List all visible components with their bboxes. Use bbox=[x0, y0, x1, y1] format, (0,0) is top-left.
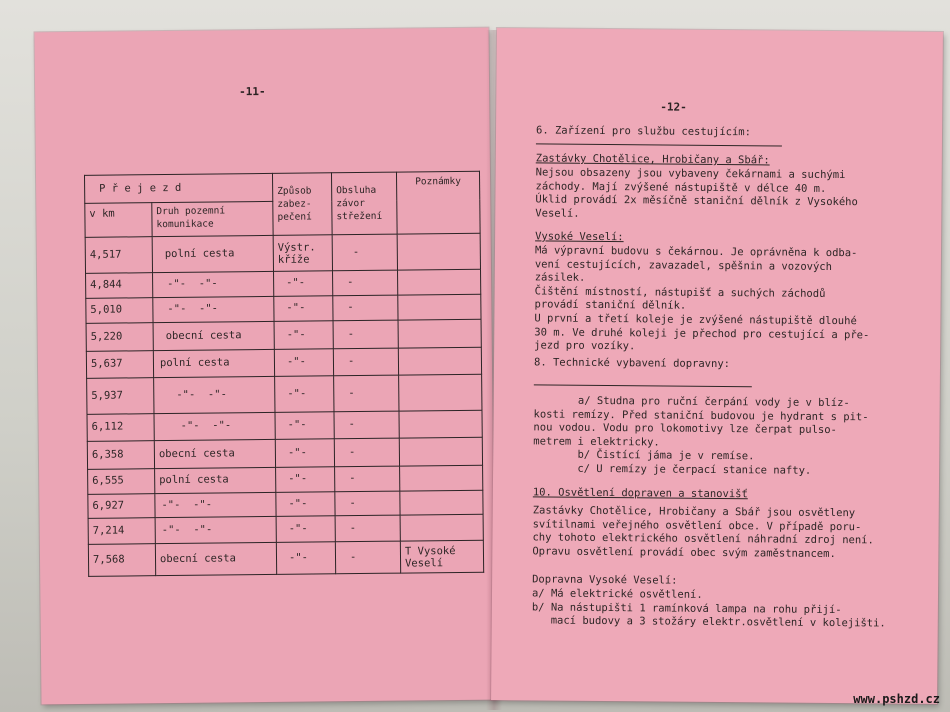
header-crossing-text: P ř e j e z d bbox=[99, 181, 182, 195]
cell-road-text: obecní cesta bbox=[158, 447, 235, 460]
cell-protection bbox=[276, 492, 335, 517]
cell-road-text: polní cesta bbox=[159, 356, 230, 370]
cell-protection bbox=[276, 467, 335, 493]
cell-km-text: 6,358 bbox=[91, 448, 124, 461]
cell-service bbox=[334, 411, 399, 439]
cell-service bbox=[335, 491, 400, 516]
cell-road bbox=[154, 412, 275, 440]
cell-note bbox=[400, 514, 483, 541]
cell-note bbox=[398, 319, 481, 348]
stops-heading: Zastávky Chotělice, Hrobičany a Sbář: bbox=[535, 152, 770, 167]
cell-km bbox=[86, 323, 153, 352]
cell-road-text: obecní cesta bbox=[159, 552, 236, 565]
cell-note bbox=[399, 374, 482, 411]
cell-km bbox=[87, 414, 154, 442]
section-8-text: a/ Studna pro ruční čerpání vody je v blíz- kosti remízy. Před staniční budovou je hydrant s pit- nou vodou. Vodu pro lokomotivy lze čerpat pulso- metrem i elektricky. b/ Čistící jáma je v remíse. c/ U remízy je čerpací stanice nafty. bbox=[533, 394, 869, 477]
cell-km bbox=[85, 237, 152, 274]
cell-road bbox=[155, 467, 276, 493]
cell-service-text: - bbox=[347, 327, 355, 340]
cell-km bbox=[86, 273, 153, 299]
vv-station-heading: Dopravna Vysoké Veselí: bbox=[532, 573, 678, 587]
cell-road bbox=[153, 296, 274, 322]
cell-protection-text: -"- bbox=[287, 387, 307, 400]
cell-km-text: 5,220 bbox=[90, 330, 123, 343]
cell-protection-text: -"- bbox=[286, 301, 306, 314]
cell-protection bbox=[274, 349, 333, 377]
cell-service bbox=[335, 541, 400, 574]
cell-road-text: -"- -"- bbox=[180, 419, 232, 433]
cell-km bbox=[88, 518, 155, 545]
cell-protection-text: -"- bbox=[286, 355, 306, 368]
cell-km-text: 6,927 bbox=[92, 499, 125, 512]
table-row bbox=[87, 374, 482, 414]
cell-protection bbox=[275, 439, 334, 468]
table-row bbox=[85, 233, 480, 273]
cell-km-text: 5,010 bbox=[90, 303, 123, 317]
cell-service-text: - bbox=[349, 496, 356, 509]
left-page bbox=[34, 28, 495, 705]
cell-road bbox=[152, 235, 273, 272]
cell-note bbox=[399, 437, 482, 466]
cell-service bbox=[335, 466, 400, 492]
header-notes-text: Poznámky bbox=[415, 175, 462, 188]
cell-protection-text: -"- bbox=[288, 522, 308, 535]
cell-road-text: polní cesta bbox=[164, 247, 235, 260]
cell-km-text: 6,112 bbox=[91, 420, 124, 434]
cell-service bbox=[332, 234, 397, 271]
page-number-right: -12- bbox=[660, 100, 687, 114]
cell-service bbox=[334, 438, 399, 467]
cell-protection-text: Výstr. kříže bbox=[277, 240, 316, 266]
cell-road-text: -"- -"- bbox=[161, 523, 213, 536]
cell-km-text: 5,637 bbox=[90, 357, 123, 371]
header-barrier-service-text: Obsluha závor střežení bbox=[336, 184, 383, 223]
cell-note bbox=[399, 410, 482, 438]
cell-note bbox=[400, 540, 483, 573]
cell-km bbox=[86, 351, 153, 379]
cell-road bbox=[155, 542, 276, 575]
cell-road bbox=[153, 271, 274, 297]
cell-km-text: 5,937 bbox=[91, 389, 123, 402]
section-10-text: Zastávky Chotělice, Hrobičany a Sbář jsou osvětleny svítilnami veřejného osvětlení obce. V případě poru- chy tohoto elektrického osvětlení náhradní zdroj není. Opravu osvětlení provádí obec svým zaměstnancem. bbox=[532, 504, 874, 560]
cell-service-text: - bbox=[348, 445, 356, 458]
cell-service bbox=[333, 270, 398, 296]
cell-service-text: - bbox=[349, 550, 357, 563]
cell-note bbox=[398, 294, 481, 320]
header-barrier-service bbox=[331, 172, 397, 235]
cell-service-text: - bbox=[348, 418, 356, 431]
cell-km bbox=[86, 298, 153, 324]
vv-text: Má výpravní budovu s čekárnou. Je oprávněna k odba- vení cestujících, zavazadel, spěšnin a vozových zásilek. Čištění místností, nástupišť a suchých záchodů provádí staniční dělník. U první a třetí koleje je zvýšené nástupiště dlouhé 30 m. Ve druhé koleji je přechod pro cestující a pře- jezd pro vozíky. bbox=[534, 244, 870, 353]
cell-protection-text: -"- bbox=[288, 551, 309, 564]
cell-service-text: - bbox=[347, 355, 355, 368]
cell-service-text: - bbox=[352, 245, 360, 258]
cell-service bbox=[333, 348, 398, 376]
cell-service-text: - bbox=[349, 472, 356, 485]
page-number-left: -11- bbox=[239, 84, 266, 99]
table-row bbox=[86, 319, 481, 351]
cell-road-text: polní cesta bbox=[159, 473, 229, 487]
vv-station-items: a/ Má elektrické osvětlení. b/ Na nástupišti 1 ramínková lampa na rohu přijí- mací budovy a 3 stožáry elektr.osvětlení v kolejišti. bbox=[531, 587, 886, 630]
cell-protection-text: -"- bbox=[288, 497, 308, 510]
cell-protection bbox=[274, 321, 333, 350]
vv-heading: Vysoké Veselí: bbox=[535, 230, 624, 244]
cell-road bbox=[154, 439, 275, 468]
cell-protection bbox=[274, 296, 333, 322]
section-6-rule bbox=[536, 143, 782, 146]
header-protection-text: Způsob zabez- pečení bbox=[277, 185, 312, 223]
header-road-type-text: Druh pozemní komunikace bbox=[156, 205, 226, 231]
cell-note bbox=[398, 269, 481, 295]
table-row bbox=[86, 347, 481, 378]
table-row bbox=[88, 540, 483, 576]
section-8-rule bbox=[534, 384, 752, 387]
cell-km-text: 7,214 bbox=[92, 524, 125, 537]
cell-protection-text: -"- bbox=[288, 472, 308, 485]
cell-km bbox=[87, 441, 154, 470]
cell-protection bbox=[273, 235, 332, 272]
section-10-title: 10. Osvětlení dopraven a stanovišť bbox=[532, 486, 748, 501]
cell-road-text: obecní cesta bbox=[165, 328, 242, 342]
cell-km-text: 7,568 bbox=[92, 553, 125, 566]
header-km-text: v km bbox=[89, 207, 115, 220]
cell-road bbox=[155, 492, 276, 517]
cell-road-text: -"- -"- bbox=[176, 388, 227, 401]
cell-service-text: - bbox=[347, 276, 354, 289]
table-row bbox=[87, 410, 482, 441]
cell-service-text: - bbox=[347, 301, 354, 314]
cell-note bbox=[397, 233, 480, 270]
cell-note-text: T Vysoké Veselí bbox=[404, 544, 456, 570]
cell-km bbox=[88, 494, 155, 519]
stops-text: Nejsou obsazeny jsou vybaveny čekárnami a suchými záchody. Mají zvýšené nástupiště v délce 40 m. Úklid provádí 2x měsíčně staniční dělník z Vysokého Veselí. bbox=[535, 166, 858, 220]
cell-service bbox=[333, 320, 398, 349]
cell-road bbox=[154, 376, 275, 413]
cell-protection-text: -"- bbox=[286, 328, 306, 341]
cell-service-text: - bbox=[349, 521, 357, 534]
cell-protection bbox=[274, 271, 333, 297]
cell-road-text: -"- -"- bbox=[167, 277, 218, 291]
cell-service bbox=[335, 515, 400, 542]
cell-service bbox=[334, 375, 399, 412]
cell-road-text: -"- -"- bbox=[167, 302, 219, 316]
cell-protection bbox=[275, 412, 334, 440]
cell-road bbox=[153, 321, 274, 350]
right-page bbox=[491, 28, 943, 704]
cell-km-text: 6,555 bbox=[92, 474, 124, 488]
cell-km bbox=[87, 378, 154, 415]
cell-km bbox=[88, 544, 155, 577]
cell-note bbox=[400, 465, 483, 491]
cell-road bbox=[153, 349, 274, 377]
table-row bbox=[88, 514, 483, 544]
header-protection bbox=[272, 173, 332, 236]
cell-road bbox=[155, 516, 276, 543]
cell-protection-text: -"- bbox=[287, 446, 307, 459]
header-notes bbox=[396, 171, 480, 234]
crossings-table bbox=[84, 171, 484, 577]
cell-km bbox=[88, 469, 155, 495]
header-km bbox=[85, 203, 152, 238]
section-6-title: 6. Zařízení pro službu cestujícím: bbox=[535, 124, 752, 139]
cell-service-text: - bbox=[348, 386, 355, 399]
cell-protection bbox=[275, 376, 334, 413]
cell-km-text: 4,844 bbox=[90, 278, 122, 292]
cell-protection-text: -"- bbox=[286, 276, 306, 289]
cell-km-text: 4,517 bbox=[89, 248, 122, 261]
table-row bbox=[87, 437, 482, 469]
header-crossing bbox=[84, 173, 272, 203]
cell-service bbox=[333, 295, 398, 321]
cell-note bbox=[398, 347, 481, 375]
cell-protection bbox=[276, 542, 335, 575]
cell-note bbox=[400, 490, 483, 515]
watermark: www.pshzd.cz bbox=[853, 692, 940, 706]
header-road-type bbox=[152, 201, 273, 236]
section-8-title: 8. Technické vybavení dopravny: bbox=[533, 356, 731, 371]
cell-protection-text: -"- bbox=[287, 418, 307, 431]
cell-road-text: -"- -"- bbox=[161, 498, 213, 511]
cell-protection bbox=[276, 516, 335, 543]
